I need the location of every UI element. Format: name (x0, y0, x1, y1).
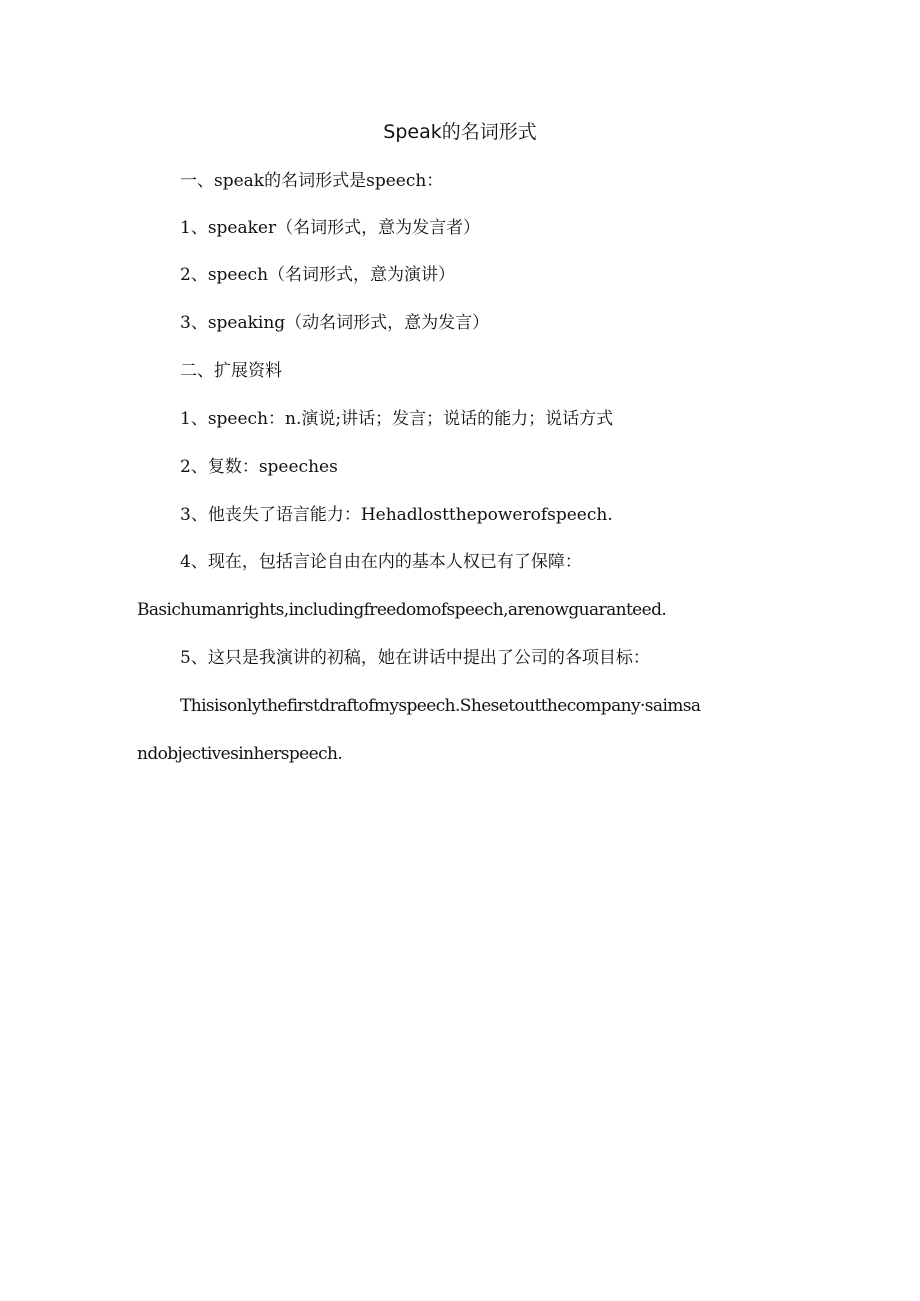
example-sentence-5: 5、这只是我演讲的初稿，她在讲话中提出了公司的各项目标： (180, 648, 650, 668)
list-item-speaking: 3、speaking（动名词形式，意为发言） (180, 313, 490, 333)
section-heading-noun-form: 一、speak的名词形式是speech： (180, 171, 444, 191)
list-item-plural: 2、复数：speeches (180, 457, 338, 477)
example-sentence-4: 4、现在，包括言论自由在内的基本人权已有了保障： (180, 552, 582, 572)
example-sentence-5-english-cont: ndobjectivesinherspeech. (137, 744, 343, 764)
list-item-definition: 1、speech：n.演说;讲话；发言；说话的能力；说话方式 (180, 409, 614, 429)
list-item-speech: 2、speech（名词形式，意为演讲） (180, 265, 456, 285)
list-item-speaker: 1、speaker（名词形式，意为发言者） (180, 218, 481, 238)
document-title: Speak的名词形式 (383, 121, 537, 143)
example-sentence-5-english: Thisisonlythefirstdraftofmyspeech.Shesetoutthecompany·saimsa (180, 696, 701, 716)
example-sentence-4-english: Basichumanrights,includingfreedomofspeech,arenowguaranteed. (137, 600, 667, 620)
section-heading-extended: 二、扩展资料 (180, 361, 282, 381)
example-sentence-3: 3、他丧失了语言能力：Hehadlostthepowerofspeech. (180, 505, 613, 525)
